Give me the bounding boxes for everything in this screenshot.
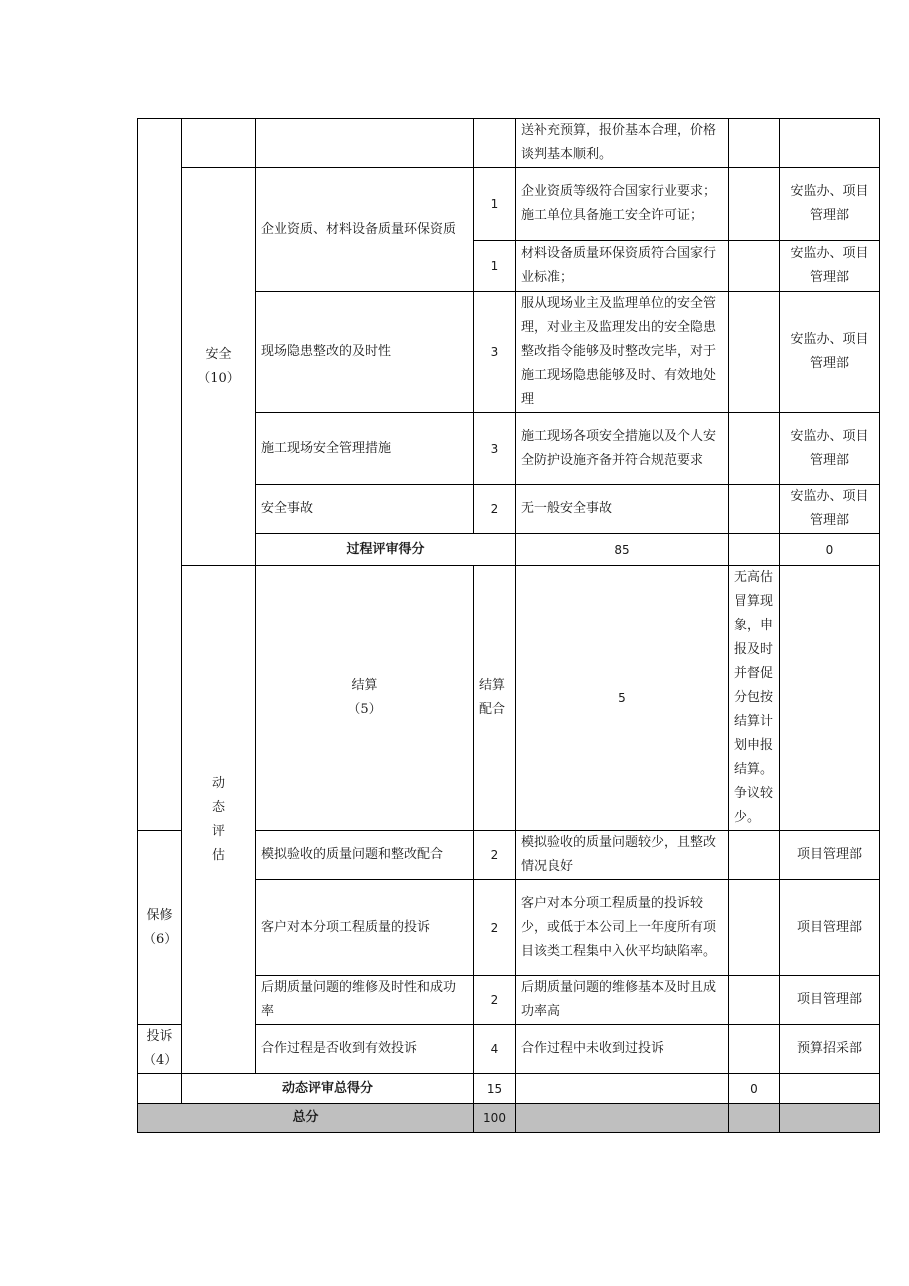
item-cell: 后期质量问题的维修及时性和成功率 — [256, 976, 474, 1025]
subtotal-row — [138, 1074, 880, 1104]
detail-cell: 服从现场业主及监理单位的安全管理，对业主及监理发出的安全隐患整改指令能够及时整改完毕，对于施工现场隐患能够及时、有效地处理 — [516, 292, 729, 413]
category-cell-warranty: 保修 （6） — [138, 831, 182, 1025]
score-cell: 5 — [516, 566, 729, 831]
dept-cell: 项目管理部 — [780, 831, 880, 880]
score-cell: 2 — [474, 976, 516, 1025]
score-cell: 2 — [474, 831, 516, 880]
table-row — [138, 168, 880, 241]
subtotal-actual: 0 — [729, 1074, 780, 1104]
item-cell: 合作过程是否收到有效投诉 — [256, 1025, 474, 1074]
table-row — [138, 119, 880, 168]
detail-cell: 企业资质等级符合国家行业要求；施工单位具备施工安全许可证； — [516, 168, 729, 241]
score-cell: 1 — [474, 168, 516, 241]
detail-cell: 送补充预算，报价基本合理，价格谈判基本顺利。 — [516, 119, 729, 168]
detail-cell: 施工现场各项安全措施以及个人安全防护设施齐备并符合规范要求 — [516, 413, 729, 485]
subtotal-score: 85 — [516, 534, 729, 566]
subtotal-score: 15 — [474, 1074, 516, 1104]
dept-cell: 项目管理部 — [780, 976, 880, 1025]
detail-cell: 材料设备质量环保资质符合国家行业标准； — [516, 241, 729, 292]
score-cell: 1 — [474, 241, 516, 292]
detail-cell: 无一般安全事故 — [516, 485, 729, 534]
detail-cell: 客户对本分项工程质量的投诉较少，或低于本公司上一年度所有项目该类工程集中入伙平均缺陷率。 — [516, 880, 729, 976]
dept-cell: 安监办、项目管理部 — [780, 241, 880, 292]
detail-cell: 后期质量问题的维修基本及时且成功率高 — [516, 976, 729, 1025]
table-row — [138, 566, 880, 831]
item-cell: 模拟验收的质量问题和整改配合 — [256, 831, 474, 880]
item-cell: 企业资质、材料设备质量环保资质 — [256, 168, 474, 292]
dept-cell: 安监办、项目管理部 — [780, 413, 880, 485]
detail-cell: 模拟验收的质量问题较少，且整改情况良好 — [516, 831, 729, 880]
subtotal-label: 动态评审总得分 — [182, 1074, 474, 1104]
detail-cell: 合作过程中未收到过投诉 — [516, 1025, 729, 1074]
section-label-dynamic: 动 态 评 估 — [182, 566, 256, 1074]
grand-total-label: 总分 — [138, 1104, 474, 1133]
grand-total-row — [138, 1104, 880, 1133]
item-cell: 施工现场安全管理措施 — [256, 413, 474, 485]
dept-cell: 安监办、项目管理部 — [780, 292, 880, 413]
item-cell: 现场隐患整改的及时性 — [256, 292, 474, 413]
dept-cell: 预算招采部 — [780, 1025, 880, 1074]
grand-total-score: 100 — [474, 1104, 516, 1133]
subtotal-label: 过程评审得分 — [256, 534, 516, 566]
category-cell-safety — [182, 168, 256, 566]
detail-cell: 无高估冒算现象，申报及时并督促分包按结算计划申报结算。争议较少。 — [729, 566, 780, 831]
dept-cell: 安监办、项目管理部 — [780, 485, 880, 534]
item-cell: 客户对本分项工程质量的投诉 — [256, 880, 474, 976]
category-cell-settlement: 结算 （5） — [256, 566, 474, 831]
evaluation-table — [137, 118, 880, 1133]
score-cell: 3 — [474, 292, 516, 413]
score-cell: 4 — [474, 1025, 516, 1074]
item-cell: 安全事故 — [256, 485, 474, 534]
score-cell: 2 — [474, 485, 516, 534]
category-label: 安全 — [205, 346, 232, 362]
score-cell: 2 — [474, 880, 516, 976]
category-points: （10） — [197, 370, 240, 386]
section-cell-top — [138, 119, 182, 831]
category-cell-complaint: 投诉 （4） — [138, 1025, 182, 1074]
score-cell: 3 — [474, 413, 516, 485]
dept-cell: 项目管理部 — [780, 880, 880, 976]
dept-cell: 安监办、项目管理部 — [780, 168, 880, 241]
subtotal-actual: 0 — [780, 534, 880, 566]
item-cell: 结算配合 — [474, 566, 516, 831]
